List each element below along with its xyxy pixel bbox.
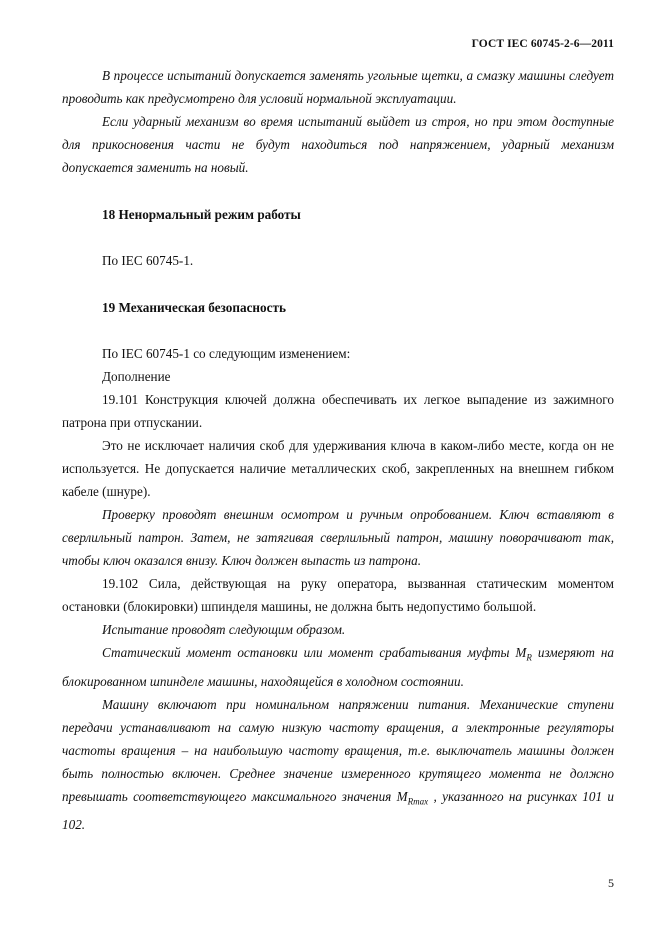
mrmax-subscript: Rmax [407,796,429,807]
page-number: 5 [608,876,614,890]
mr-symbol: M [515,645,527,660]
section-18-body: По IEC 60745-1. [102,253,194,268]
paragraph-switch-on [62,693,614,837]
section-19-title: 19 Механическая безопасность [102,300,286,315]
static-moment-text: Статический момент остановки или момент срабатывания муфты [102,645,516,660]
switch-on-text: Машину включают при номинальном напряжении питания. Механические ступени передачи устанавливают на самую низкую частоту вращения, а электронные регуляторы частоты вращения – на наибольшую частоту вращения, т.е. выключатель машины должен быть полностью включен. Среднее значение измеренного крутящего момента не должно превышать соответствующего максимального значения [62,696,614,804]
mr-subscript: R [526,652,532,663]
clause-19-102-test: Испытание проводят следующим образом. [102,622,346,637]
clause-19-102: 19.102 Сила, действующая на руку оператора, вызванная статическим моментом остановки (блокировки) шпинделя машины, не должна быть недопустимо большой. [62,576,614,614]
clause-19-101-note: Это не исключает наличия скоб для удерживания ключа в каком-либо месте, когда он не используется. Не допускается наличие металлических скоб, закрепленных на внешнем гибком кабеле (шнуре). [62,438,614,499]
mrmax-symbol: M [396,788,408,804]
section-19-body: По IEC 60745-1 со следующим изменением: [102,346,351,361]
clause-19-101: 19.101 Конструкция ключей должна обеспечивать их легкое выпадение из зажимного патрона при отпускании. [62,392,614,430]
paragraph-impact-mechanism: Если ударный механизм во время испытаний выйдет из строя, но при этом доступные для прикосновения части не будут находиться под напряжением, ударный механизм допускается заменить на новый. [62,114,614,175]
document-body [62,64,614,836]
static-moment-text-end: измеряют на блокированном шпинделе машины, находящейся в холодном состоянии. [62,645,614,689]
paragraph-brushes: В процессе испытаний допускается заменять угольные щетки, а смазку машины следует проводить как предусмотрено для условий нормальной эксплуатации. [62,68,614,106]
paragraph-static-moment [62,641,614,693]
section-18-title: 18 Ненормальный режим работы [102,207,301,222]
clause-19-101-test: Проверку проводят внешним осмотром и ручным опробованием. Ключ вставляют в сверлильный патрон. Затем, не затягивая сверлильный патрон, машину поворачивают так, чтобы ключ оказался внизу. Ключ должен выпасть из патрона. [62,507,614,568]
header-standard: ГОСТ IEC 60745-2-6—2011 [471,38,614,50]
addition-label: Дополнение [102,369,171,384]
switch-on-text-end: , указанного на рисунках 101 и 102. [62,788,614,833]
